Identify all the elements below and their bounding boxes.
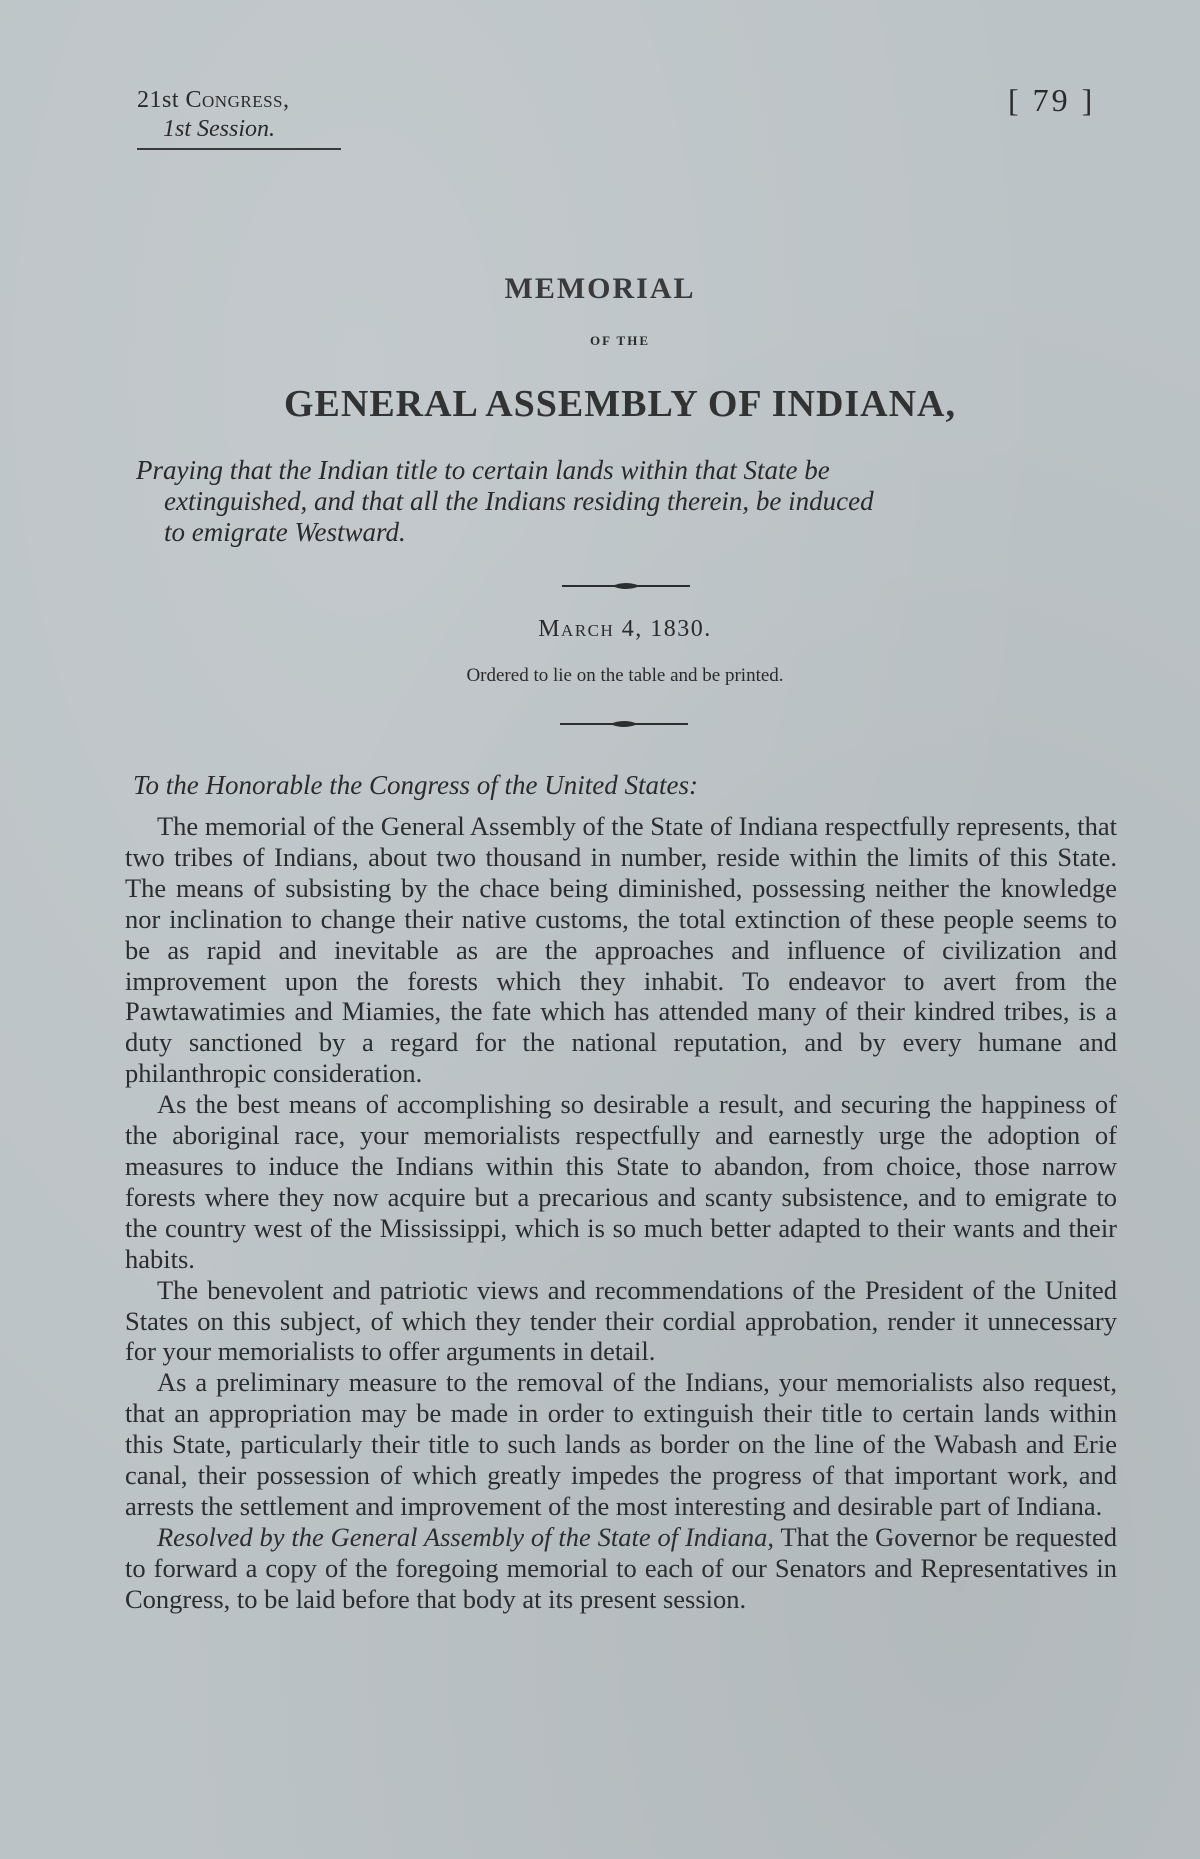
congress-session-label	[137, 86, 345, 144]
paragraph-2: As the best means of accomplishing so desirable a result, and securing the happiness of the aboriginal race, your memorialists respectfully and earnestly urge the adoption of measures to induce the Indians within this State to abandon, from choice, those narrow forests where they now acquire but a precarious and scanty subsistence, and to emigrate to the country west of the Mississippi, which is so much better adapted to their wants and their habits.	[125, 1089, 1117, 1274]
memorial-body	[125, 811, 1117, 1615]
ordered-note: Ordered to lie on the table and be printed.	[466, 665, 784, 686]
paragraph-1: The memorial of the General Assembly of the State of Indiana respectfully represents, that two tribes of Indians, about two thousand in number, reside within the limits of this State. The means of subsisting by the chace being diminished, possessing neither the knowledge nor inclination to change their native customs, the total extinction of these people seems to be as rapid and inevitable as are the approaches and influence of civilization and improvement upon the forests which they inhabit. To endeavor to avert from the Pawtawatimies and Miamies, the fate which has attended many of their kindred tribes, is a duty sanctioned by a regard for the national reputation, and by every humane and philanthropic consideration.	[125, 811, 1117, 1089]
date-line	[0, 616, 1200, 643]
congress-number: 21st	[137, 87, 186, 113]
subtitle-prayer	[136, 455, 1126, 548]
date-month: March	[538, 616, 615, 642]
session-line: 1st Session.	[163, 116, 276, 142]
resolved-text: That the Governor be requested to forward a copy of the foregoing memorial to each of our Senators and Representatives in Congress, to be laid before that body at its present session.	[125, 1521, 1117, 1614]
paragraph-4: As a preliminary measure to the removal of the Indians, your memorialists also request, that an appropriation may be made in order to extinguish their title to certain lands within this State, particularly their title to such lands as border on the line of the Wabash and Erie canal, their possession of which greatly impedes the progress of that important work, and arrests the settlement and improvement of the most interesting and desirable part of Indiana.	[125, 1367, 1117, 1521]
heading-general-assembly: GENERAL ASSEMBLY OF INDIANA,	[283, 383, 957, 425]
heading-of-the: OF THE	[589, 333, 651, 348]
subtitle-line-1: Praying that the Indian title to certain lands within that State be	[136, 455, 830, 485]
ornamental-rule-top	[562, 580, 690, 592]
subtitle-line-3: to emigrate Westward.	[164, 517, 406, 547]
resolved-label: Resolved by the General Assembly of the State of Indiana,	[157, 1521, 775, 1552]
congress-line	[137, 86, 345, 115]
page-number: [ 79 ]	[1008, 82, 1096, 118]
paragraph-3: The benevolent and patriotic views and recommendations of the President of the United States on this subject, of which they tender their cordial approbation, render it unnecessary for your memorialists to offer arguments in detail.	[125, 1274, 1117, 1367]
session-underline	[137, 148, 341, 150]
subtitle-line-2: extinguished, and that all the Indians residing therein, be induced	[164, 486, 874, 516]
heading-memorial: MEMORIAL	[504, 272, 696, 305]
congress-word: Congress,	[185, 87, 290, 113]
resolution-paragraph	[125, 1522, 1117, 1615]
date-day-year: 4, 1830.	[614, 616, 712, 642]
ornamental-rule-bottom	[560, 718, 688, 730]
salutation: To the Honorable the Congress of the United States:	[133, 770, 698, 800]
